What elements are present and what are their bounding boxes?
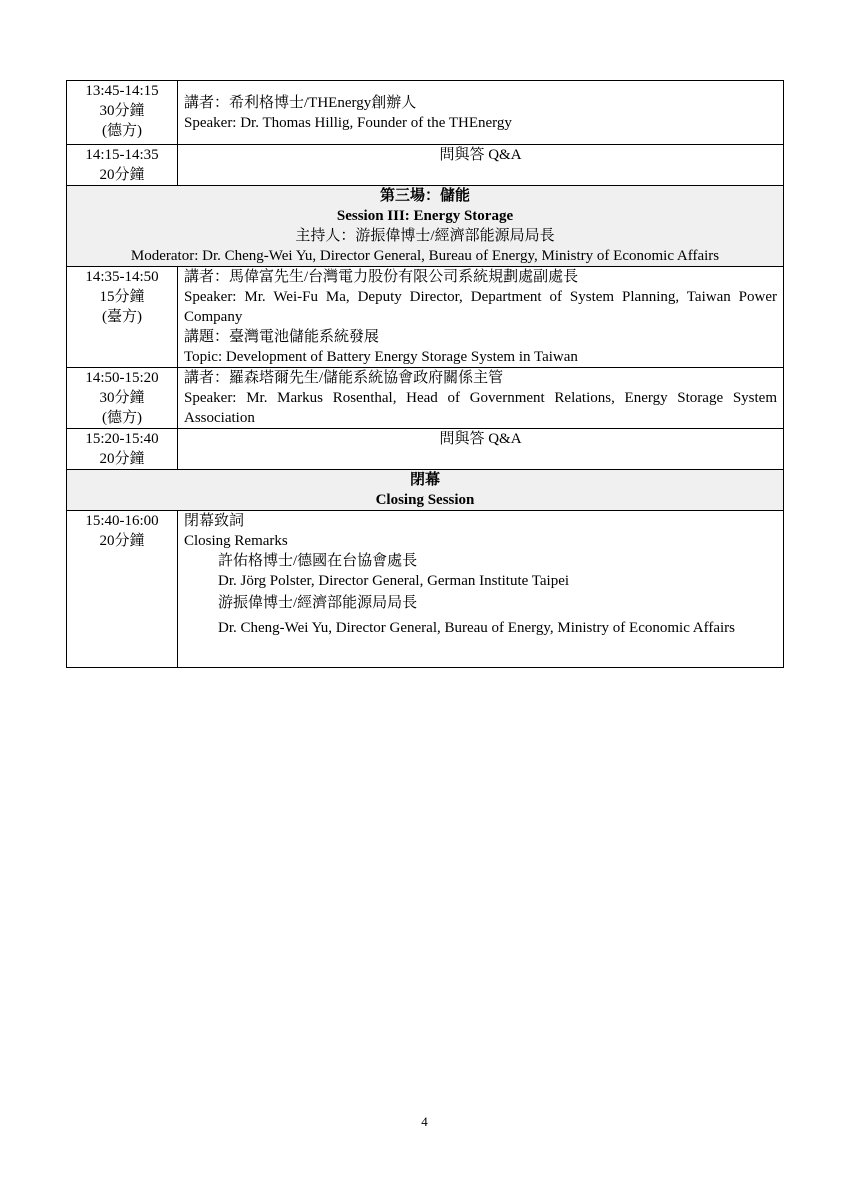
- moderator-zh: 主持人：游振偉博士/經濟部能源局局長: [295, 228, 555, 244]
- session-title-zh: 閉幕: [409, 472, 440, 488]
- session-header-closing: [67, 470, 784, 511]
- qa-label: 問與答 Q&A: [178, 145, 784, 186]
- duration: 15分鐘: [99, 289, 145, 305]
- content-cell: [178, 267, 784, 368]
- time-range: 14:50-15:20: [85, 370, 159, 386]
- agenda-table: [66, 80, 784, 668]
- duration: 20分鐘: [99, 167, 145, 183]
- agenda-row-closing-remarks: [67, 511, 784, 668]
- agenda-row-qa-2: [67, 429, 784, 470]
- speaker-en: Speaker: Mr. Markus Rosenthal, Head of Government Relations, Energy Storage System Association: [184, 390, 777, 426]
- session-cell: [67, 470, 784, 511]
- side-label: (德方): [102, 123, 142, 139]
- closing-speaker1-en: Dr. Jörg Polster, Director General, German Institute Taipei: [218, 573, 570, 589]
- duration: 20分鐘: [99, 451, 145, 467]
- speaker-zh: 講者：馬偉富先生/台灣電力股份有限公司系統規劃處副處長: [184, 269, 579, 285]
- session-title-en: Closing Session: [375, 492, 475, 508]
- closing-speaker1-zh: 許佑格博士/德國在台協會處長: [218, 553, 418, 569]
- time-cell: [67, 81, 178, 145]
- speaker-zh: 講者：羅森塔爾先生/儲能系統協會政府關係主管: [184, 370, 504, 386]
- duration: 30分鐘: [99, 390, 145, 406]
- content-cell: [178, 81, 784, 145]
- agenda-row-rosenthal: [67, 368, 784, 429]
- time-cell: [67, 368, 178, 429]
- closing-speaker2-zh: 游振偉博士/經濟部能源局局長: [218, 595, 418, 611]
- time-range: 13:45-14:15: [85, 83, 159, 99]
- agenda-row-ma: [67, 267, 784, 368]
- time-range: 15:40-16:00: [85, 513, 159, 529]
- time-cell: [67, 429, 178, 470]
- side-label: (臺方): [102, 309, 142, 325]
- closing-heading-zh: 閉幕致詞: [184, 513, 245, 529]
- moderator-en: Moderator: Dr. Cheng-Wei Yu, Director General, Bureau of Energy, Ministry of Economic Affairs: [130, 248, 720, 264]
- session-header-energy-storage: [67, 186, 784, 267]
- speaker-en: Speaker: Mr. Wei-Fu Ma, Deputy Director, Department of System Planning, Taiwan Power Company: [184, 289, 777, 325]
- time-cell: [67, 511, 178, 668]
- speaker-en: Speaker: Dr. Thomas Hillig, Founder of the THEnergy: [184, 114, 512, 131]
- time-cell: [67, 267, 178, 368]
- content-cell: [178, 368, 784, 429]
- session-title-en: Session III: Energy Storage: [336, 208, 514, 224]
- content-cell: [178, 511, 784, 668]
- time-range: 15:20-15:40: [85, 431, 159, 447]
- session-title-zh: 第三場：儲能: [379, 188, 470, 204]
- closing-speaker2-en: Dr. Cheng-Wei Yu, Director General, Bureau of Energy, Ministry of Economic Affairs: [218, 620, 735, 636]
- topic-en: Topic: Development of Battery Energy Storage System in Taiwan: [184, 349, 578, 365]
- qa-label: 問與答 Q&A: [178, 429, 784, 470]
- session-cell: [67, 186, 784, 267]
- speaker-zh: 講者：希利格博士/THEnergy創辦人: [184, 94, 417, 111]
- agenda-row-hillig: [67, 81, 784, 145]
- time-cell: [67, 145, 178, 186]
- time-range: 14:15-14:35: [85, 147, 159, 163]
- agenda-row-qa-1: [67, 145, 784, 186]
- closing-heading-en: Closing Remarks: [184, 533, 288, 549]
- duration: 20分鐘: [99, 533, 145, 549]
- side-label: (德方): [102, 410, 142, 426]
- time-range: 14:35-14:50: [85, 269, 159, 285]
- page-number: 4: [421, 1114, 428, 1129]
- topic-zh: 講題：臺灣電池儲能系統發展: [184, 329, 380, 345]
- duration: 30分鐘: [99, 103, 145, 119]
